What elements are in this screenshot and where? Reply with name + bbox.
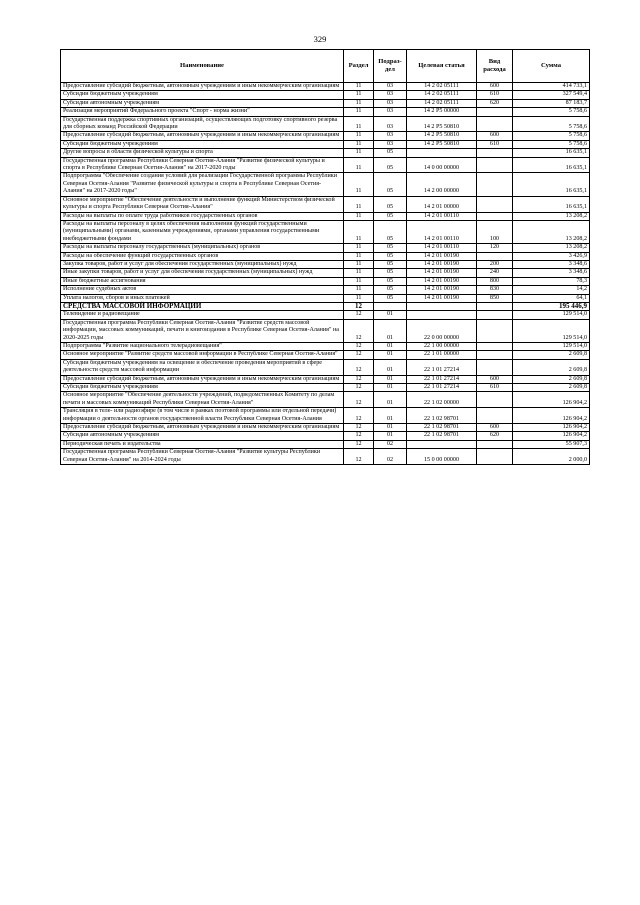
cell-amount: 129 514,0: [513, 319, 590, 342]
cell-amount: 2 609,8: [513, 384, 590, 392]
table-row: [61, 269, 590, 277]
cell-name: Телевидение и радиовещание: [61, 311, 344, 319]
table-row: [61, 212, 590, 220]
cell-name: Расходы на обеспечение функций государственных органов: [61, 252, 344, 260]
cell-section: 12: [344, 375, 374, 383]
table-row: [61, 108, 590, 116]
cell-amount: 64,1: [513, 294, 590, 302]
cell-section: 11: [344, 83, 374, 91]
cell-target: [407, 149, 477, 157]
cell-target: 22 0 00 00000: [407, 319, 477, 342]
cell-section: 11: [344, 108, 374, 116]
cell-section: 12: [344, 408, 374, 424]
cell-expense-type: [477, 302, 513, 310]
cell-subsection: 03: [374, 116, 407, 132]
cell-section: 11: [344, 140, 374, 148]
cell-amount: 126 904,2: [513, 424, 590, 432]
cell-amount: 3 348,6: [513, 260, 590, 268]
cell-target: [407, 440, 477, 448]
header-subsection: Подраз-дел: [374, 50, 407, 83]
cell-target: 22 1 01 27214: [407, 384, 477, 392]
cell-amount: 129 514,0: [513, 311, 590, 319]
cell-section: 11: [344, 132, 374, 140]
cell-expense-type: [477, 359, 513, 375]
cell-section: 11: [344, 173, 374, 196]
cell-section: 12: [344, 432, 374, 440]
cell-subsection: 05: [374, 260, 407, 268]
cell-expense-type: [477, 408, 513, 424]
cell-amount: 126 904,2: [513, 392, 590, 408]
cell-name: СРЕДСТВА МАССОВОЙ ИНФОРМАЦИИ: [61, 302, 344, 310]
cell-name: Субсидии бюджетным учреждениям: [61, 140, 344, 148]
cell-name: Предоставление субсидий бюджетным, автономным учреждениям и иным некоммерческим организациям: [61, 132, 344, 140]
cell-amount: 16 635,1: [513, 149, 590, 157]
cell-target: 14 2 P5 50810: [407, 132, 477, 140]
cell-expense-type: [477, 196, 513, 212]
cell-amount: 16 635,1: [513, 157, 590, 173]
cell-name: Расходы на выплаты по оплате труда работников государственных органов: [61, 212, 344, 220]
cell-expense-type: [477, 343, 513, 351]
cell-section: 11: [344, 196, 374, 212]
cell-expense-type: [477, 311, 513, 319]
cell-target: 14 2 01 00190: [407, 277, 477, 285]
cell-target: 22 1 02 98701: [407, 432, 477, 440]
cell-subsection: [374, 302, 407, 310]
cell-target: 22 1 00 00000: [407, 343, 477, 351]
cell-target: 14 2 02 05111: [407, 83, 477, 91]
cell-target: 14 2 01 00110: [407, 220, 477, 243]
cell-expense-type: 850: [477, 294, 513, 302]
table-row: [61, 260, 590, 268]
cell-name: Государственная программа Республики Северная Осетия-Алания "Развитие средств массовой информации, массовых коммуникаций, печати и книгоиздания в Республике Северная Осетия-Алания" на 2020-2025 годы: [61, 319, 344, 342]
table-row: [61, 392, 590, 408]
table-row: [61, 286, 590, 294]
header-section: Раздел: [344, 50, 374, 83]
cell-name: Подпрограмма "Развитие национального телерадиовещания": [61, 343, 344, 351]
cell-expense-type: 100: [477, 220, 513, 243]
cell-amount: 2 000,0: [513, 449, 590, 465]
header-name: Наименование: [61, 50, 344, 83]
table-body: [61, 83, 590, 465]
cell-target: 22 1 01 27214: [407, 375, 477, 383]
cell-target: 22 1 02 98701: [407, 408, 477, 424]
cell-name: Иные бюджетные ассигнования: [61, 277, 344, 285]
cell-expense-type: [477, 116, 513, 132]
header-amount: Сумма: [513, 50, 590, 83]
cell-expense-type: [477, 149, 513, 157]
cell-expense-type: 830: [477, 286, 513, 294]
cell-subsection: 03: [374, 140, 407, 148]
cell-target: 14 2 01 00110: [407, 212, 477, 220]
table-header-row: [61, 50, 590, 83]
cell-name: Предоставление субсидий бюджетным, автономным учреждениям и иным некоммерческим организациям: [61, 375, 344, 383]
table-row: [61, 116, 590, 132]
cell-subsection: 05: [374, 196, 407, 212]
cell-expense-type: [477, 392, 513, 408]
cell-target: 14 2 01 00190: [407, 294, 477, 302]
cell-expense-type: [477, 212, 513, 220]
cell-target: [407, 302, 477, 310]
cell-subsection: 01: [374, 432, 407, 440]
table-row: [61, 319, 590, 342]
cell-section: 12: [344, 311, 374, 319]
table-row: [61, 99, 590, 107]
cell-section: 11: [344, 99, 374, 107]
cell-target: 14 2 00 00000: [407, 173, 477, 196]
cell-target: 14 2 01 00190: [407, 269, 477, 277]
cell-amount: 414 733,1: [513, 83, 590, 91]
cell-target: 14 2 P5 00000: [407, 108, 477, 116]
cell-subsection: 03: [374, 83, 407, 91]
cell-name: Иные закупки товаров, работ и услуг для обеспечения государственных (муниципальных) нужд: [61, 269, 344, 277]
cell-target: 14 2 01 00190: [407, 286, 477, 294]
cell-subsection: 05: [374, 277, 407, 285]
cell-target: 22 1 02 00000: [407, 392, 477, 408]
cell-section: 11: [344, 294, 374, 302]
table-row: [61, 157, 590, 173]
cell-subsection: 01: [374, 311, 407, 319]
cell-section: 12: [344, 302, 374, 310]
cell-amount: 126 904,2: [513, 432, 590, 440]
cell-target: 14 2 01 00000: [407, 196, 477, 212]
cell-amount: 5 758,6: [513, 108, 590, 116]
cell-amount: 13 208,2: [513, 220, 590, 243]
cell-expense-type: 200: [477, 260, 513, 268]
cell-name: Другие вопросы в области физической культуры и спорта: [61, 149, 344, 157]
cell-section: 12: [344, 392, 374, 408]
cell-target: 14 2 01 00110: [407, 244, 477, 252]
table-row: [61, 408, 590, 424]
cell-subsection: 01: [374, 343, 407, 351]
cell-subsection: 05: [374, 269, 407, 277]
cell-subsection: 05: [374, 157, 407, 173]
cell-expense-type: [477, 157, 513, 173]
table-row: [61, 220, 590, 243]
cell-amount: 14,2: [513, 286, 590, 294]
cell-amount: 5 758,6: [513, 116, 590, 132]
table-row: [61, 440, 590, 448]
cell-amount: 16 635,1: [513, 196, 590, 212]
cell-section: 12: [344, 424, 374, 432]
cell-section: 11: [344, 91, 374, 99]
cell-expense-type: 800: [477, 277, 513, 285]
cell-target: 14 2 02 05111: [407, 99, 477, 107]
table-row: [61, 244, 590, 252]
table-row: [61, 173, 590, 196]
cell-name: Расходы на выплаты персоналу государственных (муниципальных) органов: [61, 244, 344, 252]
cell-expense-type: [477, 252, 513, 260]
cell-name: Государственная поддержка спортивных организаций, осуществляющих подготовку спортивного резерва для сборных команд Российской Федерации: [61, 116, 344, 132]
cell-name: Основное мероприятие "Обеспечение деятельности и выполнение функций Министерством физической культуры и спорта Республики Северная Осетия-Алания": [61, 196, 344, 212]
cell-amount: 195 446,9: [513, 302, 590, 310]
cell-amount: 5 758,6: [513, 140, 590, 148]
cell-name: Предоставление субсидий бюджетным, автономным учреждениям и иным некоммерческим организациям: [61, 83, 344, 91]
cell-subsection: 01: [374, 351, 407, 359]
cell-section: 12: [344, 359, 374, 375]
cell-expense-type: [477, 108, 513, 116]
cell-section: 12: [344, 384, 374, 392]
cell-subsection: 01: [374, 408, 407, 424]
cell-amount: 2 609,8: [513, 375, 590, 383]
table-row: [61, 343, 590, 351]
header-expense-type: Вид расхода: [477, 50, 513, 83]
cell-name: Основное мероприятие "Обеспечение деятельности учреждений, подведомственных Комитету по делам печати и массовых коммуникаций Республики Северная Осетия-Алания": [61, 392, 344, 408]
table-row: [61, 277, 590, 285]
cell-expense-type: 120: [477, 244, 513, 252]
cell-subsection: 05: [374, 294, 407, 302]
cell-amount: 5 758,6: [513, 132, 590, 140]
page-number: 329: [313, 34, 327, 44]
table-row: [61, 384, 590, 392]
cell-expense-type: [477, 319, 513, 342]
cell-target: 15 0 00 00000: [407, 449, 477, 465]
cell-expense-type: 610: [477, 384, 513, 392]
cell-name: Субсидии бюджетным учреждениям на освещение и обеспечение проведения мероприятий в сфере деятельности средств массовой информации: [61, 359, 344, 375]
cell-expense-type: [477, 440, 513, 448]
cell-expense-type: 600: [477, 132, 513, 140]
cell-subsection: 03: [374, 91, 407, 99]
table-row: [61, 359, 590, 375]
table-row: [61, 449, 590, 465]
cell-name: Периодическая печать и издательства: [61, 440, 344, 448]
cell-target: [407, 311, 477, 319]
cell-amount: 13 208,2: [513, 244, 590, 252]
cell-target: 22 1 01 00000: [407, 351, 477, 359]
cell-target: 14 2 01 00190: [407, 260, 477, 268]
table-row: [61, 149, 590, 157]
cell-amount: 3 348,6: [513, 269, 590, 277]
budget-table: [60, 49, 590, 465]
cell-expense-type: 610: [477, 140, 513, 148]
cell-target: 14 2 P5 50810: [407, 116, 477, 132]
table-row: [61, 252, 590, 260]
cell-subsection: 01: [374, 424, 407, 432]
cell-subsection: 05: [374, 220, 407, 243]
cell-expense-type: 600: [477, 424, 513, 432]
cell-name: Государственная программа Республики Северная Осетия-Алания "Развитие физической культуры и спорта в Республике Северная Осетия-Алания" на 2017-2020 годы: [61, 157, 344, 173]
cell-section: 11: [344, 252, 374, 260]
cell-subsection: 05: [374, 244, 407, 252]
cell-subsection: 01: [374, 375, 407, 383]
cell-target: 14 2 02 05111: [407, 91, 477, 99]
cell-section: 11: [344, 157, 374, 173]
cell-target: 14 2 P5 50810: [407, 140, 477, 148]
cell-section: 12: [344, 351, 374, 359]
cell-name: Расходы на выплаты персоналу в целях обеспечения выполнения функций государственными (муниципальными) органами, казенными учреждениями, органами управления государственными внебюджетными фондами: [61, 220, 344, 243]
cell-subsection: 01: [374, 319, 407, 342]
cell-subsection: 05: [374, 212, 407, 220]
cell-expense-type: 600: [477, 83, 513, 91]
cell-subsection: 05: [374, 173, 407, 196]
cell-name: Субсидии автономным учреждениям: [61, 432, 344, 440]
cell-expense-type: [477, 449, 513, 465]
cell-name: Государственная программа Республики Северная Осетия-Алания "Развитие культуры Республики Северная Осетия-Алания" на 2014-2024 годы: [61, 449, 344, 465]
table-row: [61, 311, 590, 319]
cell-name: Субсидии бюджетным учреждениям: [61, 91, 344, 99]
header-target: Целевая статья: [407, 50, 477, 83]
table-row: [61, 140, 590, 148]
cell-amount: 55 907,3: [513, 440, 590, 448]
cell-amount: 129 514,0: [513, 343, 590, 351]
cell-subsection: 02: [374, 449, 407, 465]
cell-amount: 87 183,7: [513, 99, 590, 107]
cell-amount: 78,3: [513, 277, 590, 285]
cell-target: 22 1 02 98701: [407, 424, 477, 432]
cell-name: Реализация мероприятий Федерального проекта "Спорт - норма жизни": [61, 108, 344, 116]
cell-section: 11: [344, 244, 374, 252]
cell-section: 11: [344, 277, 374, 285]
cell-name: Субсидии автономным учреждениям: [61, 99, 344, 107]
cell-section: 11: [344, 149, 374, 157]
cell-subsection: 02: [374, 440, 407, 448]
cell-amount: 3 426,9: [513, 252, 590, 260]
cell-section: 11: [344, 286, 374, 294]
cell-subsection: 01: [374, 392, 407, 408]
cell-section: 11: [344, 212, 374, 220]
cell-name: Подпрограмма "Обеспечение создания условий для реализации Государственной программы Республики Северная Осетия-Алания "Развитие физической культуры и спорта в Республике Северная Осетия-Алания" на 2017-2020 годы": [61, 173, 344, 196]
cell-section: 11: [344, 269, 374, 277]
cell-subsection: 01: [374, 384, 407, 392]
cell-amount: 327 549,4: [513, 91, 590, 99]
cell-section: 12: [344, 440, 374, 448]
cell-name: Трансляция в теле- или радиоэфире (в том числе в рамках поэтовой программы или отдельной передачи) информации о деятельности органов государственной власти Республики Северная Осетия-Алания: [61, 408, 344, 424]
cell-subsection: 03: [374, 132, 407, 140]
cell-subsection: 01: [374, 359, 407, 375]
cell-section: 11: [344, 260, 374, 268]
cell-expense-type: 620: [477, 99, 513, 107]
section-row: [61, 302, 590, 310]
cell-name: Исполнение судебных актов: [61, 286, 344, 294]
cell-amount: 16 635,1: [513, 173, 590, 196]
cell-subsection: 05: [374, 149, 407, 157]
cell-expense-type: [477, 173, 513, 196]
cell-name: Основное мероприятие "Развитие средств массовой информации в Республике Северная Осетия-Алания": [61, 351, 344, 359]
cell-expense-type: 620: [477, 432, 513, 440]
table-row: [61, 91, 590, 99]
cell-expense-type: 240: [477, 269, 513, 277]
cell-target: 14 2 01 00190: [407, 252, 477, 260]
table-row: [61, 424, 590, 432]
cell-section: 11: [344, 116, 374, 132]
cell-target: 14 0 00 00000: [407, 157, 477, 173]
table-row: [61, 196, 590, 212]
table-row: [61, 432, 590, 440]
cell-subsection: 03: [374, 108, 407, 116]
cell-name: Закупка товаров, работ и услуг для обеспечения государственных (муниципальных) нужд: [61, 260, 344, 268]
cell-amount: 2 609,8: [513, 351, 590, 359]
table-row: [61, 132, 590, 140]
cell-section: 12: [344, 449, 374, 465]
cell-expense-type: 600: [477, 375, 513, 383]
cell-name: Предоставление субсидий бюджетным, автономным учреждениям и иным некоммерческим организациям: [61, 424, 344, 432]
cell-target: 22 1 01 27214: [407, 359, 477, 375]
cell-section: 12: [344, 319, 374, 342]
cell-subsection: 05: [374, 252, 407, 260]
cell-amount: 2 609,8: [513, 359, 590, 375]
cell-name: Уплата налогов, сборов и иных платежей: [61, 294, 344, 302]
table-row: [61, 375, 590, 383]
table-row: [61, 351, 590, 359]
cell-name: Субсидии бюджетным учреждениям: [61, 384, 344, 392]
cell-amount: 13 208,2: [513, 212, 590, 220]
cell-section: 12: [344, 343, 374, 351]
cell-expense-type: [477, 351, 513, 359]
cell-section: 11: [344, 220, 374, 243]
cell-subsection: 03: [374, 99, 407, 107]
cell-amount: 126 904,2: [513, 408, 590, 424]
cell-expense-type: 610: [477, 91, 513, 99]
cell-subsection: 05: [374, 286, 407, 294]
table-row: [61, 83, 590, 91]
